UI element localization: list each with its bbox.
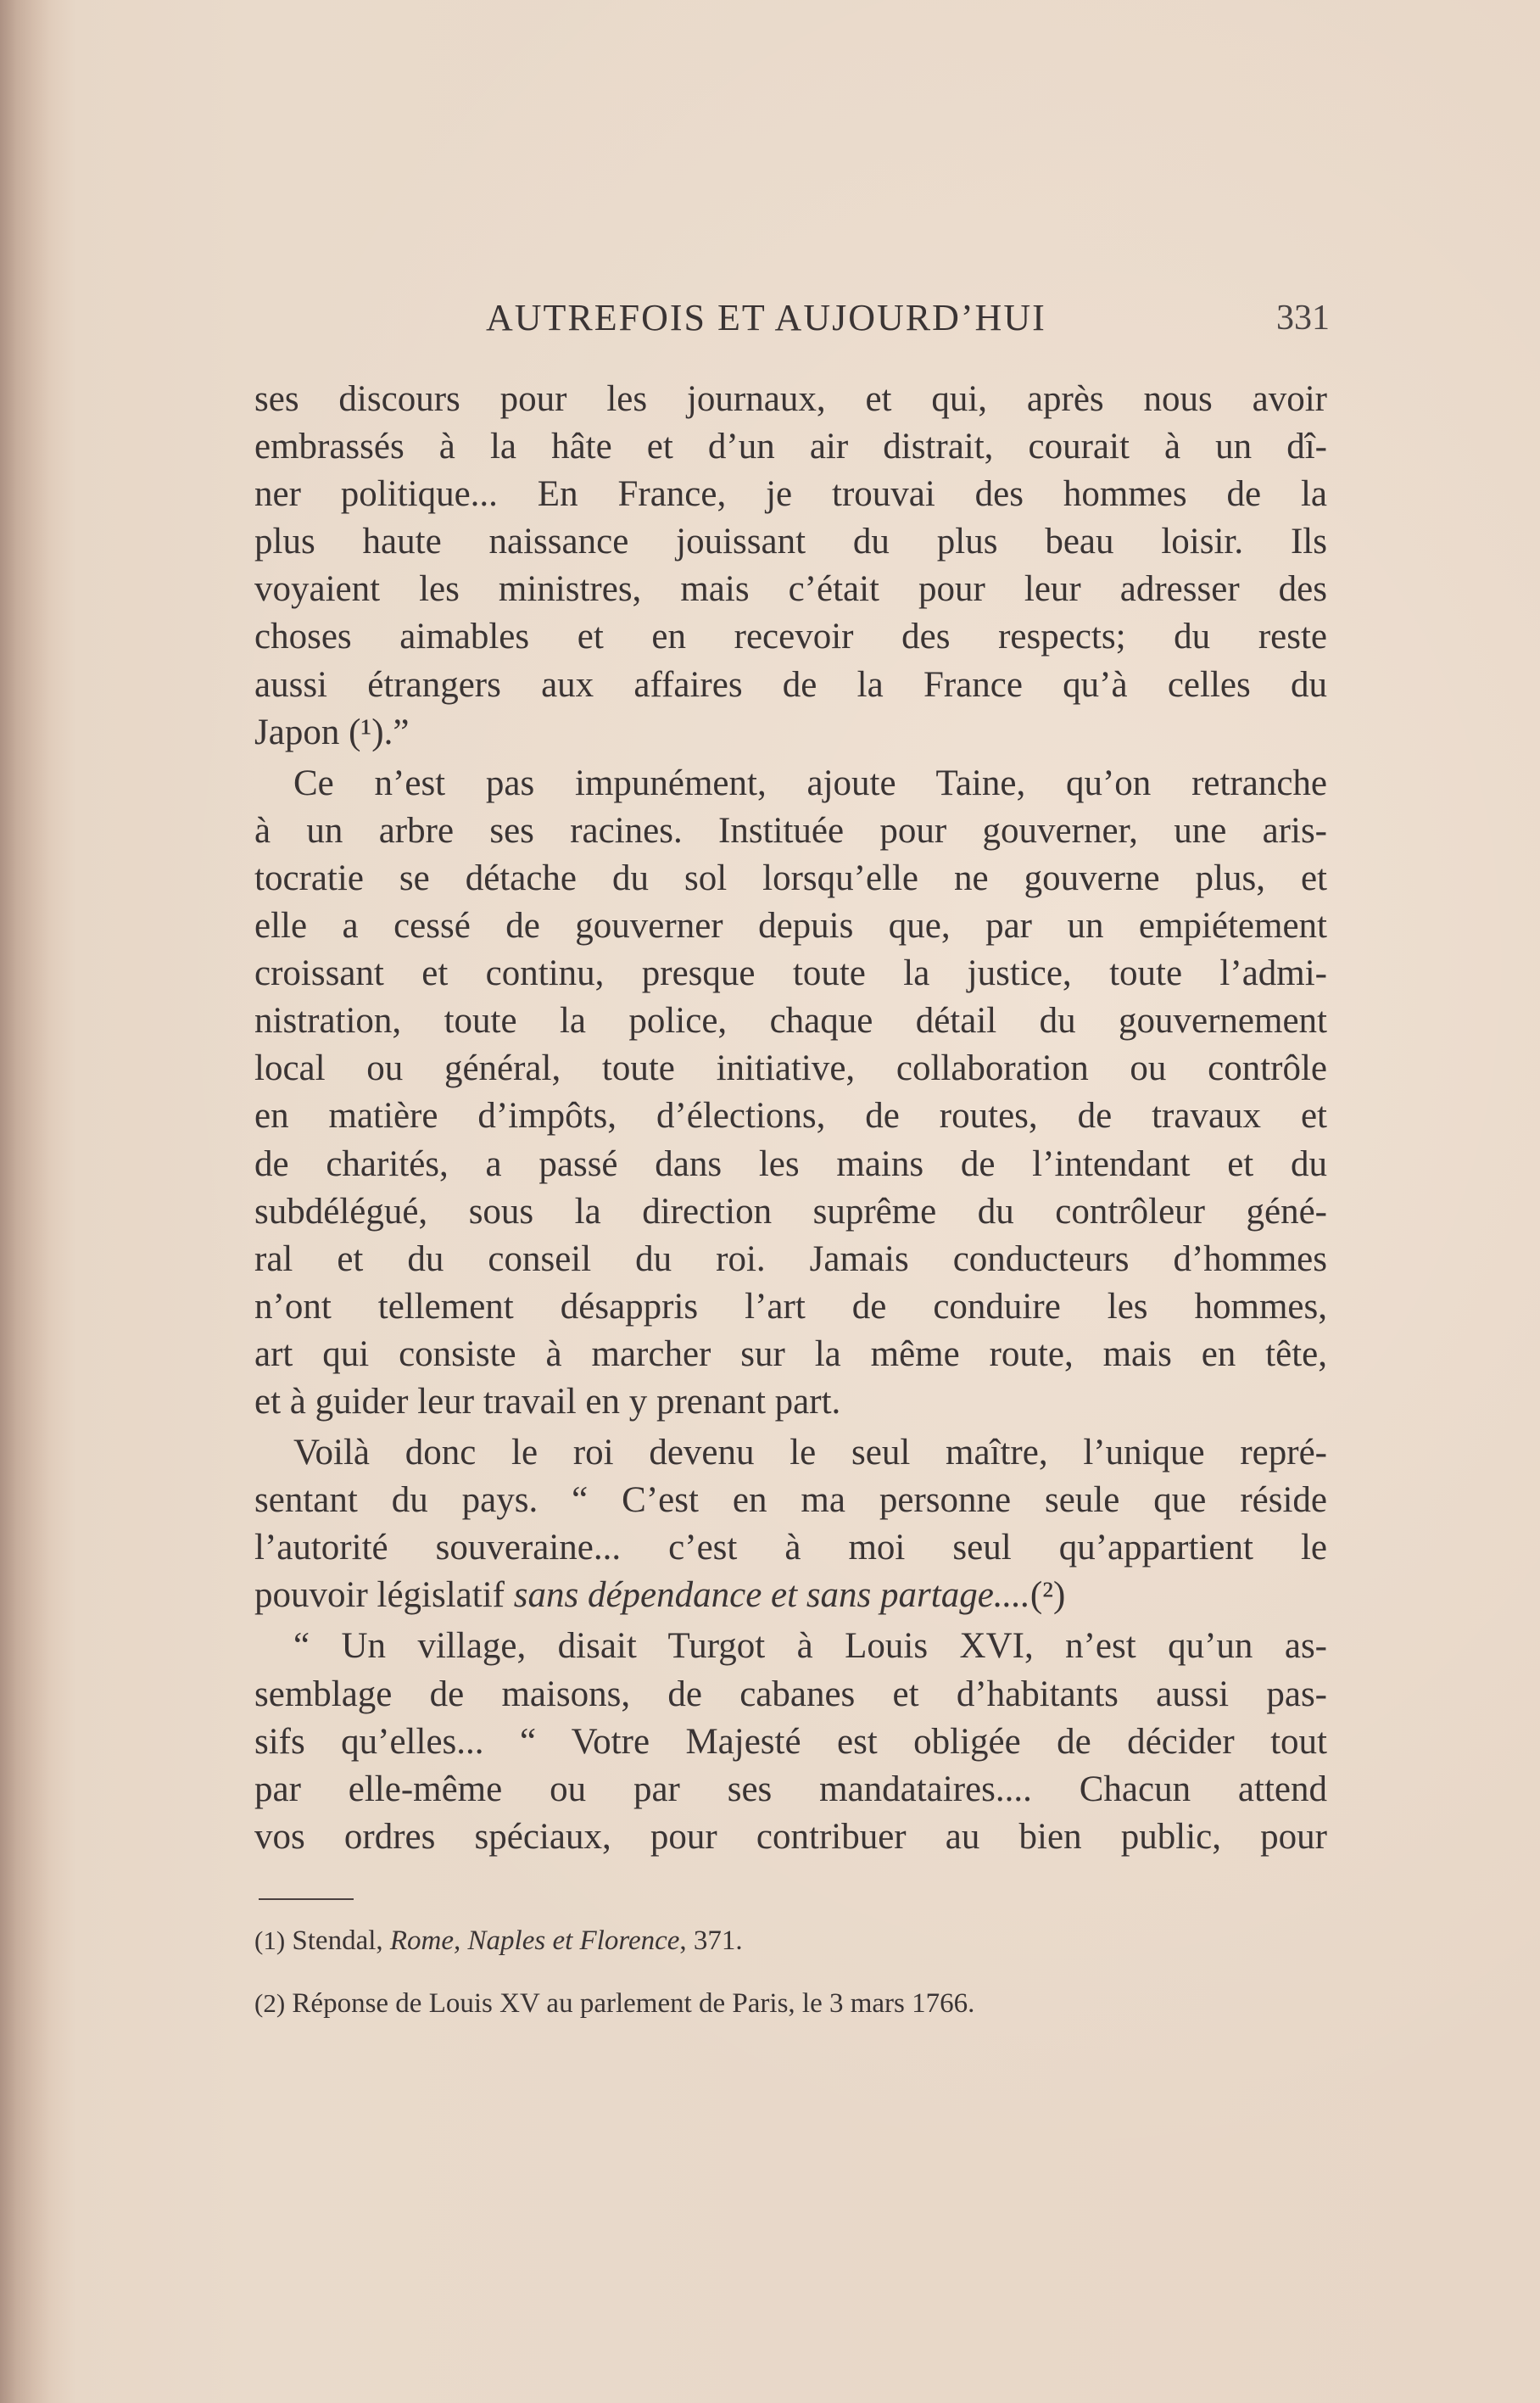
footnote-mark: (1) xyxy=(254,1925,286,1955)
text-line: plus haute naissance jouissant du plus beau loisir. Ils xyxy=(254,522,1327,562)
text-line: “ Un village, disait Turgot à Louis XVI, n’est qu’un as- xyxy=(293,1626,1327,1667)
footnote-text: Réponse de Louis XV au parlement de Paris, le 3 mars 1766. xyxy=(285,1988,975,2019)
running-title: AUTREFOIS ET AUJOURD’HUI xyxy=(486,297,1046,338)
footnote-italic-title: Rome, Naples et Florence xyxy=(389,1925,680,1956)
text-line: à un arbre ses racines. Instituée pour gouverner, une aris- xyxy=(254,810,1327,851)
text-run: pouvoir législatif xyxy=(254,1575,514,1616)
page-number: 331 xyxy=(1276,299,1330,338)
text-line: nistration, toute la police, chaque détail du gouvernement xyxy=(254,1001,1327,1042)
text-line: ner politique... En France, je trouvai des hommes de la xyxy=(254,474,1327,515)
page-header xyxy=(254,297,1330,339)
text-line: local ou général, toute initiative, collaboration ou contrôle xyxy=(254,1048,1327,1089)
footnote-2 xyxy=(254,1987,1327,2020)
text-line: Ce n’est pas impunément, ajoute Taine, qu’on retranche xyxy=(293,763,1327,803)
text-line: n’ont tellement désappris l’art de conduire les hommes, xyxy=(254,1286,1327,1327)
text-line: croissant et continu, presque toute la justice, toute l’admi- xyxy=(254,953,1327,994)
text-line: Voilà donc le roi devenu le seul maître, l’unique repré- xyxy=(293,1433,1327,1473)
footnote-text: Stendal, xyxy=(285,1925,390,1956)
text-line: et à guider leur travail en y prenant part. xyxy=(254,1381,841,1422)
text-line: subdélégué, sous la direction suprême du contrôleur géné- xyxy=(254,1191,1327,1232)
text-line: ses discours pour les journaux, et qui, après nous avoir xyxy=(254,379,1327,419)
text-line: art qui consiste à marcher sur la même route, mais en tête, xyxy=(254,1333,1327,1374)
text-line: par elle-même ou par ses mandataires.... Chacun attend xyxy=(254,1769,1327,1809)
text-line: choses aimables et en recevoir des respects; du reste xyxy=(254,617,1327,657)
body-text xyxy=(254,376,1327,1861)
footnote-1 xyxy=(254,1924,1327,1958)
text-line: tocratie se détache du sol lorsqu’elle ne gouverne plus, et xyxy=(254,858,1327,898)
text-line: aussi étrangers aux affaires de la France qu’à celles du xyxy=(254,664,1327,705)
text-line: semblage de maisons, de cabanes et d’habitants aussi pas- xyxy=(254,1674,1327,1714)
text-line: embrassés à la hâte et d’un air distrait, courait à un dî- xyxy=(254,427,1327,467)
text-line: elle a cessé de gouverner depuis que, par un empiétement xyxy=(254,906,1327,947)
text-line: en matière d’impôts, d’élections, de routes, de travaux et xyxy=(254,1096,1327,1137)
footnote-reference: (²) xyxy=(1029,1575,1066,1616)
footnote-divider xyxy=(259,1898,354,1900)
text-line: de charités, a passé dans les mains de l’intendant et du xyxy=(254,1143,1327,1184)
page-binding-shadow xyxy=(0,0,51,2403)
text-line: sifs qu’elles... “ Votre Majesté est obligée de décider tout xyxy=(254,1721,1327,1762)
italic-quote: sans dépendance et sans partage.... xyxy=(513,1575,1030,1616)
text-line: Japon (¹).” xyxy=(254,712,410,752)
text-line xyxy=(254,1572,1327,1619)
text-line: voyaient les ministres, mais c’était pour leur adresser des xyxy=(254,569,1327,610)
footnote-mark: (2) xyxy=(254,1988,286,2018)
footnote-text-end: , 371. xyxy=(679,1925,743,1956)
text-line: l’autorité souveraine... c’est à moi seul qu’appartient le xyxy=(254,1528,1327,1568)
footnotes xyxy=(254,1924,1327,2049)
text-line: vos ordres spéciaux, pour contribuer au bien public, pour xyxy=(254,1816,1327,1857)
text-line: sentant du pays. “ C’est en ma personne seule que réside xyxy=(254,1480,1327,1521)
text-line: ral et du conseil du roi. Jamais conducteurs d’hommes xyxy=(254,1238,1327,1279)
